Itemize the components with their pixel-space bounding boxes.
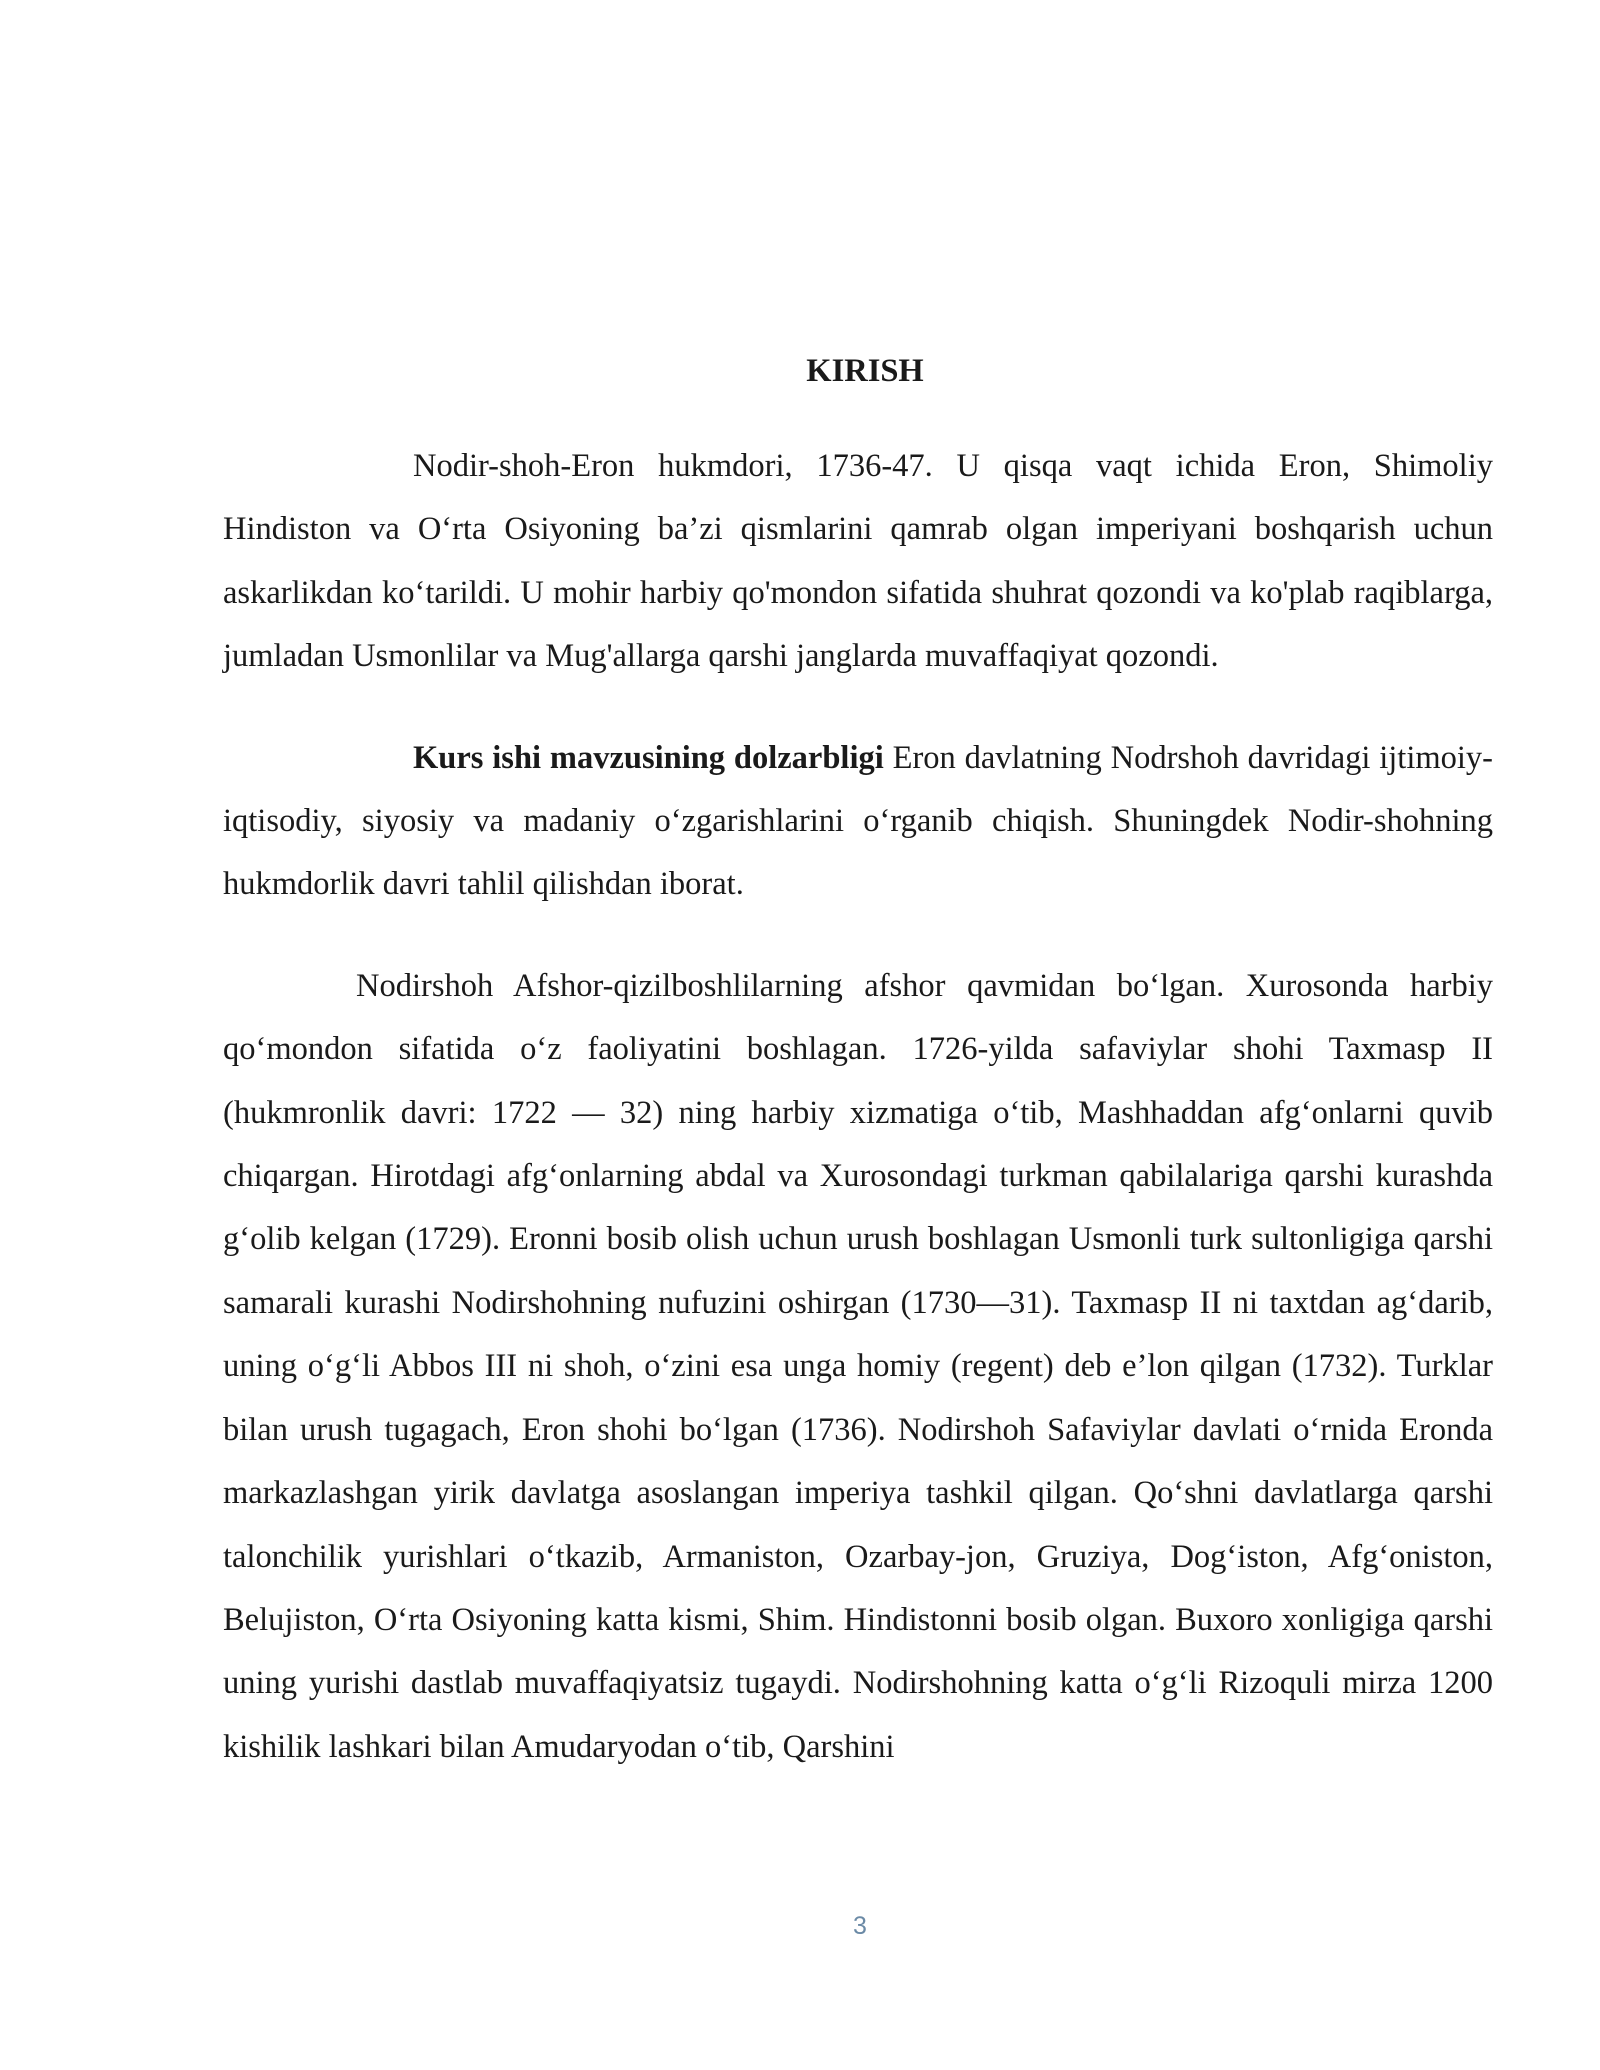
page-number: 3 <box>853 1912 867 1940</box>
document-body <box>223 343 1493 1817</box>
page-title: KIRISH <box>806 353 924 389</box>
relevance-text: Eron davlatning Nodrshoh davridagi ijtimoiy-iqtisodiy, siyosiy va madaniy o‘zgarishlarini o‘rganib chiqish. Shuningdek Nodir-shohning hukmdorlik davri tahlil qilishdan iborat. <box>223 739 1493 903</box>
relevance-heading: Kurs ishi mavzusining dolzarbligi <box>413 739 884 776</box>
paragraph-intro: Nodir-shoh-Eron hukmdori, 1736-47. U qisqa vaqt ichida Eron, Shimoliy Hindiston va O‘rta Osiyoning ba’zi qismlarini qamrab olgan imperiyani boshqarish uchun askarlikdan ko‘tarildi. U mohir harbiy qo'mondon sifatida shuhrat qozondi va ko'plab raqiblarga, jumladan Usmonlilar va Mug'allarga qarshi janglarda muvaffaqiyat qozondi. <box>223 448 1493 675</box>
paragraph-biography: Nodirshoh Afshor-qizilboshlilarning afshor qavmidan bo‘lgan. Xurosonda harbiy qo‘mondon sifatida o‘z faoliyatini boshlagan. 1726-yilda safaviylar shohi Taxmasp II (hukmronlik davri: 1722 — 32) ning harbiy xizmatiga o‘tib, Mashhaddan afg‘onlarni quvib chiqargan. Hirotdagi afg‘onlarning abdal va Xurosondagi turkman qabilalariga qarshi kurashda g‘olib kelgan (1729). Eronni bosib olish uchun urush boshlagan Usmonli turk sultonligiga qarshi samarali kurashi Nodirshohning nufuzini oshirgan (1730—31). Taxmasp II ni taxtdan ag‘darib, uning o‘g‘li Abbos III ni shoh, o‘zini esa unga homiy (regent) deb e’lon qilgan (1732). Turklar bilan urush tugagach, Eron shohi bo‘lgan (1736). Nodirshoh Safaviylar davlati o‘rnida Eronda markazlashgan yirik davlatga asoslangan imperiya tashkil qilgan. Qo‘shni davlatlarga qarshi talonchilik yurishlari o‘tkazib, Armaniston, Ozarbay-jon, Gruziya, Dog‘iston, Afg‘oniston, Belujiston, O‘rta Osiyoning katta kismi, Shim. Hindistonni bosib olgan. Buxoro xonligiga qarshi uning yurishi dastlab muvaffaqiyatsiz tugaydi. Nodirshohning katta o‘g‘li Rizoquli mirza 1200 kishilik lashkari bilan Amudaryodan o‘tib, Qarshini <box>223 967 1493 1765</box>
paragraph-relevance <box>223 727 1493 917</box>
